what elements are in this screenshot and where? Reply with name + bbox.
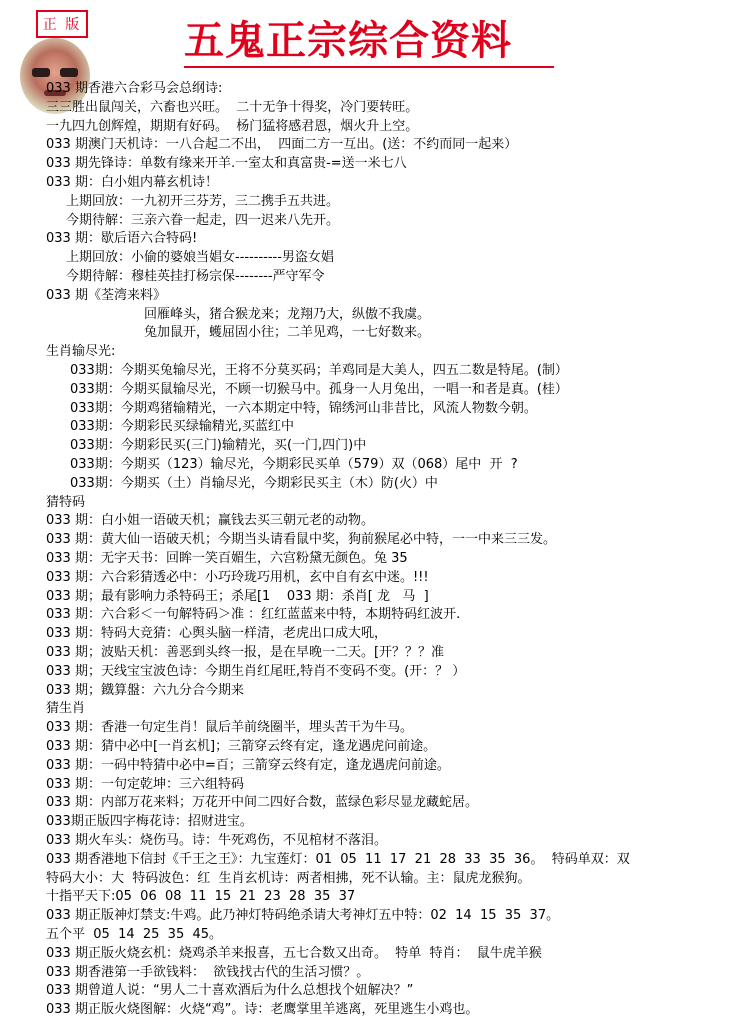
- text-line: 033 期；波贴天机：善恶到头终一报，是在早晚一二天。[开？？？准: [46, 645, 445, 660]
- text-line: 上期回放：小偷的婆娘当娼女----------男盗女娼: [66, 250, 334, 266]
- text-line: 033 期：六合彩＜一句解特码＞准 ：红红蓝蓝来中特，本期特码红波开.: [46, 607, 461, 623]
- text-line: 猜特码: [46, 494, 86, 510]
- text-line: 033 期：一码中特猜中必中=百；三箭穿云终有定，逢龙遇虎问前途。: [46, 757, 450, 773]
- text-line: 033 期曾道人说：“男人二十喜欢酒后为什么总想找个妞解决？”: [46, 983, 414, 999]
- text-line: 兔加鼠开，蠖屈固小往；二羊见鸡，一七好数来。: [144, 325, 431, 341]
- text-line: 033期：今期鸡猪输精光，一六本期定中特，锦绣河山非昔比，风流人物数今朝。: [70, 400, 537, 416]
- text-line: 回雁峰头，猪合猴龙来；龙翔乃大，纵傲不我虞。: [144, 306, 431, 322]
- text-line: 033 期：无字天书：回眸一笑百媚生，六宫粉黛无颜色。兔 35: [46, 551, 408, 566]
- text-line: 033 期《荃湾来料》: [46, 287, 166, 303]
- text-line: 生肖输尽光:: [46, 344, 116, 360]
- genuine-badge: 正 版: [36, 10, 88, 38]
- text-line: 三三胜出鼠闯关，六畜也兴旺。 二十无争十得奖，冷门要转旺。: [46, 99, 419, 115]
- text-line: 033 期香港第一手欲钱料： 欲钱找古代的生活习惯？。: [46, 964, 370, 980]
- text-line: 033 期：歇后语六合特码!: [46, 231, 198, 247]
- text-line: 033 期；鐡算盤：六九分合今期来: [46, 682, 244, 698]
- text-line: 033期：今期买兔输尽光，王将不分莫买码；羊鸡同是大美人，四五二数是特尾。(制）: [70, 363, 568, 378]
- text-line: 033 期正版火烧图解：火烧“鸡”。诗：老鹰掌里羊逃离，死里逃生小鸡也。: [46, 1002, 479, 1018]
- text-line: 033期：今期买鼠输尽光，不顾一切猴马中。孤身一人月兔出，一唱一和者是真。(桂）: [70, 381, 568, 397]
- text-line: 猜生肖: [46, 701, 86, 717]
- text-line: 033 期；最有影响力杀特码王；杀尾[1 033 期：杀肖[ 龙 马 ]: [46, 588, 429, 604]
- page-title: 五鬼正宗综合资料: [184, 18, 512, 64]
- text-line: 十指平天下:05 06 08 11 15 21 23 28 35 37: [46, 889, 356, 905]
- text-line: 033 期正版神灯禁支:牛鸡。此乃神灯特码绝杀请大考神灯五中特：02 14 15 35 37。: [46, 908, 560, 924]
- text-line: 033 期香港六合彩马会总纲诗:: [46, 81, 223, 96]
- text-line: 033 期：内部万花来料；万花开中间二四好合数，蓝绿色彩尽显龙藏蛇居。: [46, 795, 478, 811]
- text-line: 033 期香港地下信封《千王之王》：九宝莲灯：01 05 11 17 21 28 33 35 36。 特码单双：双: [46, 851, 630, 867]
- text-line: 033 期正版火烧玄机：烧鸡杀羊来报喜，五七合数又出奇。 特单 特肖： 鼠牛虎羊猴: [46, 945, 542, 961]
- text-line: 033 期火车头：烧伤马。诗：牛死鸡伤，不见棺材不落泪。: [46, 833, 387, 848]
- text-line: 一九四九创辉煌，期期有好码。 杨门猛将感君恩，烟火升上空。: [46, 118, 419, 134]
- text-line: 033期：今期买（土）肖输尽光，今期彩民买主（木）防(火）中: [70, 475, 438, 491]
- text-line: 033期：今期买（123）输尽光，今期彩民买单（579）双（068）尾中 开 ?: [70, 457, 518, 472]
- text-line: 033期正版四字梅花诗：招财进宝。: [46, 814, 253, 830]
- text-line: 033 期：白小姐一语破天机；赢钱去买三朝元老的动物。: [46, 513, 374, 529]
- text-line: 特码大小：大 特码波色：红 生肖玄机诗：两者相拂，死不认输。主：鼠虎龙猴狗。: [46, 870, 531, 886]
- text-line: 033 期：香港一句定生肖！鼠后羊前绕圈半，埋头苦干为牛马。: [46, 720, 413, 736]
- text-line: 033期：今期彩民买(三门)输精光，买(一门,四门)中: [70, 438, 367, 454]
- text-line: 上期回放：一九初开三芬芳，三二携手五共进。: [66, 193, 340, 209]
- text-line: 033 期：一句定乾坤：三六组特码: [46, 776, 244, 792]
- text-line: 033期：今期彩民买绿输精光,买蓝红中: [70, 419, 294, 435]
- text-line: 033 期：白小姐内幕玄机诗！: [46, 175, 218, 190]
- text-line: 033 期；天线宝宝波色诗：今期生肖红尾旺,特肖不变码不变。(开：？ ）: [46, 663, 466, 679]
- text-line: 033 期：六合彩猜透必中：小巧玲珑巧用机，玄中自有玄中迷。!!!: [46, 569, 429, 585]
- text-line: 今期待解：三亲六眷一起走，四一迟来八先开。: [66, 212, 340, 228]
- text-line: 今期待解：穆桂英挂打杨宗保--------严守军令: [66, 269, 325, 284]
- text-line: 033 期澳门天机诗：一八合起二不出， 四面二方一互出。(送：不约而同一起来）: [46, 137, 518, 153]
- text-line: 五个平 05 14 25 35 45。: [46, 927, 223, 942]
- text-line: 033 期：黄大仙一语破天机；今期当头请看鼠中奖，狗前猴尾必中特，一一中来三三发。: [46, 532, 556, 548]
- title-underline: [184, 66, 554, 68]
- text-line: 033 期先锋诗：单数有缘来开羊.一室太和真富贵-=送一米七八: [46, 156, 407, 172]
- text-line: 033 期：猜中必中[一肖玄机]；三箭穿云终有定，逢龙遇虎问前途。: [46, 739, 437, 754]
- text-line: 033 期：特码大竞猜：心舆头脑一样清，老虎出口成大吼，: [46, 626, 387, 642]
- sunglasses-icon: [32, 68, 78, 78]
